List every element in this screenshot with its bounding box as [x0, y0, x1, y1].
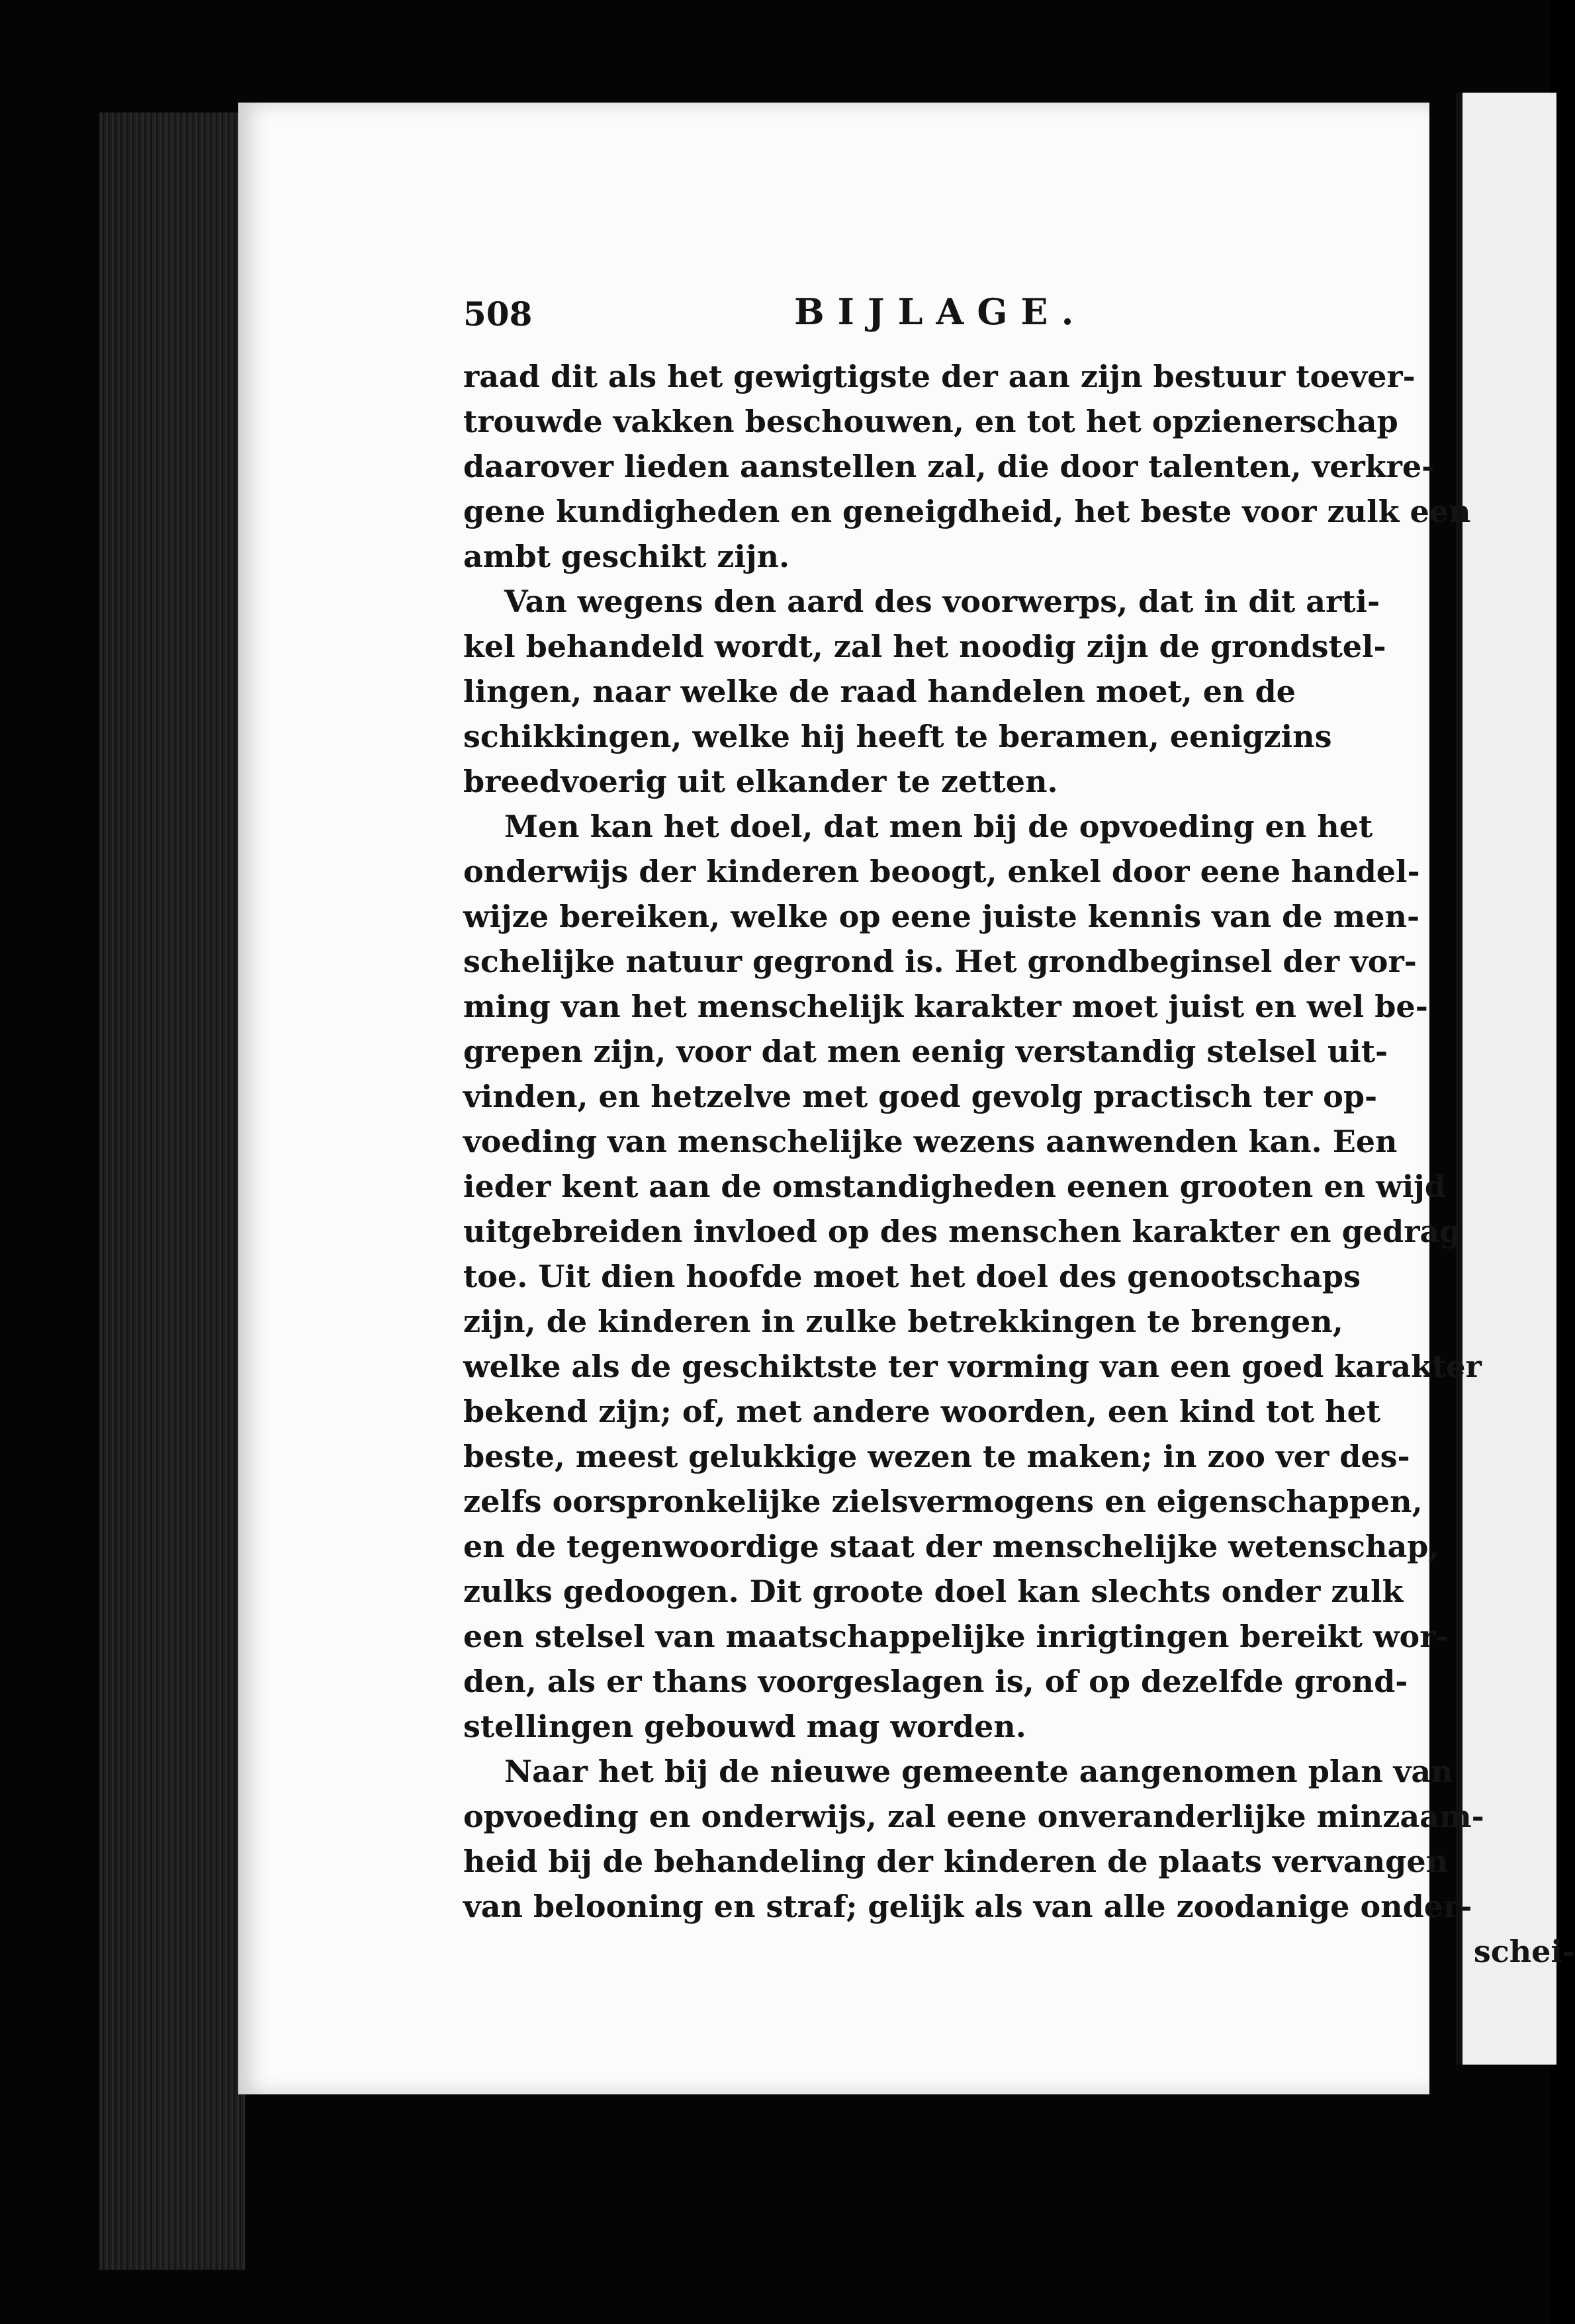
text-line: beste, meest gelukkige wezen te maken; in zoo ver des-	[463, 1439, 1410, 1474]
text-line: gene kundigheden en geneigdheid, het beste voor zulk een	[463, 494, 1471, 529]
text-line: onderwijs der kinderen beoogt, enkel door eene handel-	[463, 854, 1420, 889]
page-header	[463, 281, 1575, 354]
running-title: BIJLAGE.	[794, 290, 1087, 333]
text-line: daarover lieden aanstellen zal, die door talenten, verkre-	[463, 449, 1435, 484]
text-line: vinden, en hetzelve met goed gevolg practisch ter op-	[463, 1079, 1378, 1114]
text-line: zelfs oorspronkelijke zielsvermogens en eigenschappen,	[463, 1484, 1423, 1519]
text-block	[463, 354, 1575, 1929]
text-line: raad dit als het gewigtigste der aan zijn bestuur toever-	[463, 359, 1416, 394]
book-page	[238, 103, 1575, 2094]
book-spine	[99, 112, 245, 2270]
text-line: stellingen gebouwd mag worden.	[463, 1709, 1026, 1744]
text-line: wijze bereiken, welke op eene juiste kennis van de men-	[463, 899, 1420, 934]
page-number: 508	[463, 294, 533, 334]
text-line: uitgebreiden invloed op des menschen karakter en gedrag	[463, 1214, 1461, 1249]
text-line: voeding van menschelijke wezens aanwenden kan. Een	[463, 1124, 1398, 1159]
text-line: schelijke natuur gegrond is. Het grondbeginsel der vor-	[463, 944, 1417, 979]
text-line: breedvoerig uit elkander te zetten.	[463, 764, 1058, 799]
text-line: Men kan het doel, dat men bij de opvoeding en het	[504, 809, 1373, 844]
text-line: bekend zijn; of, met andere woorden, een kind tot het	[463, 1394, 1380, 1429]
text-line: welke als de geschiktste ter vorming van een goed karakter	[463, 1349, 1482, 1384]
catchword: schei-	[1473, 1934, 1575, 1969]
text-line: toe. Uit dien hoofde moet het doel des genootschaps	[463, 1259, 1361, 1294]
text-line: zulks gedoogen. Dit groote doel kan slechts onder zulk	[463, 1574, 1404, 1609]
text-line: heid bij de behandeling der kinderen de plaats vervangen	[463, 1844, 1449, 1879]
text-line: Van wegens den aard des voorwerps, dat in dit arti-	[504, 584, 1380, 619]
text-line: opvoeding en onderwijs, zal eene onveranderlijke minzaam-	[463, 1799, 1484, 1834]
text-line: trouwde vakken beschouwen, en tot het opzienerschap	[463, 404, 1398, 439]
text-line: een stelsel van maatschappelijke inrigtingen bereikt wor-	[463, 1619, 1449, 1654]
text-line: zijn, de kinderen in zulke betrekkingen te brengen,	[463, 1304, 1343, 1339]
text-line: lingen, naar welke de raad handelen moet, en de	[463, 674, 1296, 709]
text-line: van belooning en straf; gelijk als van alle zoodanige onder-	[463, 1889, 1472, 1924]
text-line: grepen zijn, voor dat men eenig verstandig stelsel uit-	[463, 1034, 1388, 1069]
text-line: schikkingen, welke hij heeft te beramen, eenigzins	[463, 719, 1332, 754]
text-line: ambt geschikt zijn.	[463, 539, 789, 574]
text-line: ieder kent aan de omstandigheden eenen grooten en wijd	[463, 1169, 1446, 1204]
text-line: ming van het menschelijk karakter moet juist en wel be-	[463, 989, 1428, 1024]
text-line: kel behandeld wordt, zal het noodig zijn de grondstel-	[463, 629, 1386, 664]
text-line: den, als er thans voorgeslagen is, of op dezelfde grond-	[463, 1664, 1408, 1699]
text-line: en de tegenwoordige staat der menschelijke wetenschap,	[463, 1529, 1439, 1564]
text-line: Naar het bij de nieuwe gemeente aangenomen plan van	[504, 1754, 1453, 1789]
page-content	[463, 281, 1575, 1974]
